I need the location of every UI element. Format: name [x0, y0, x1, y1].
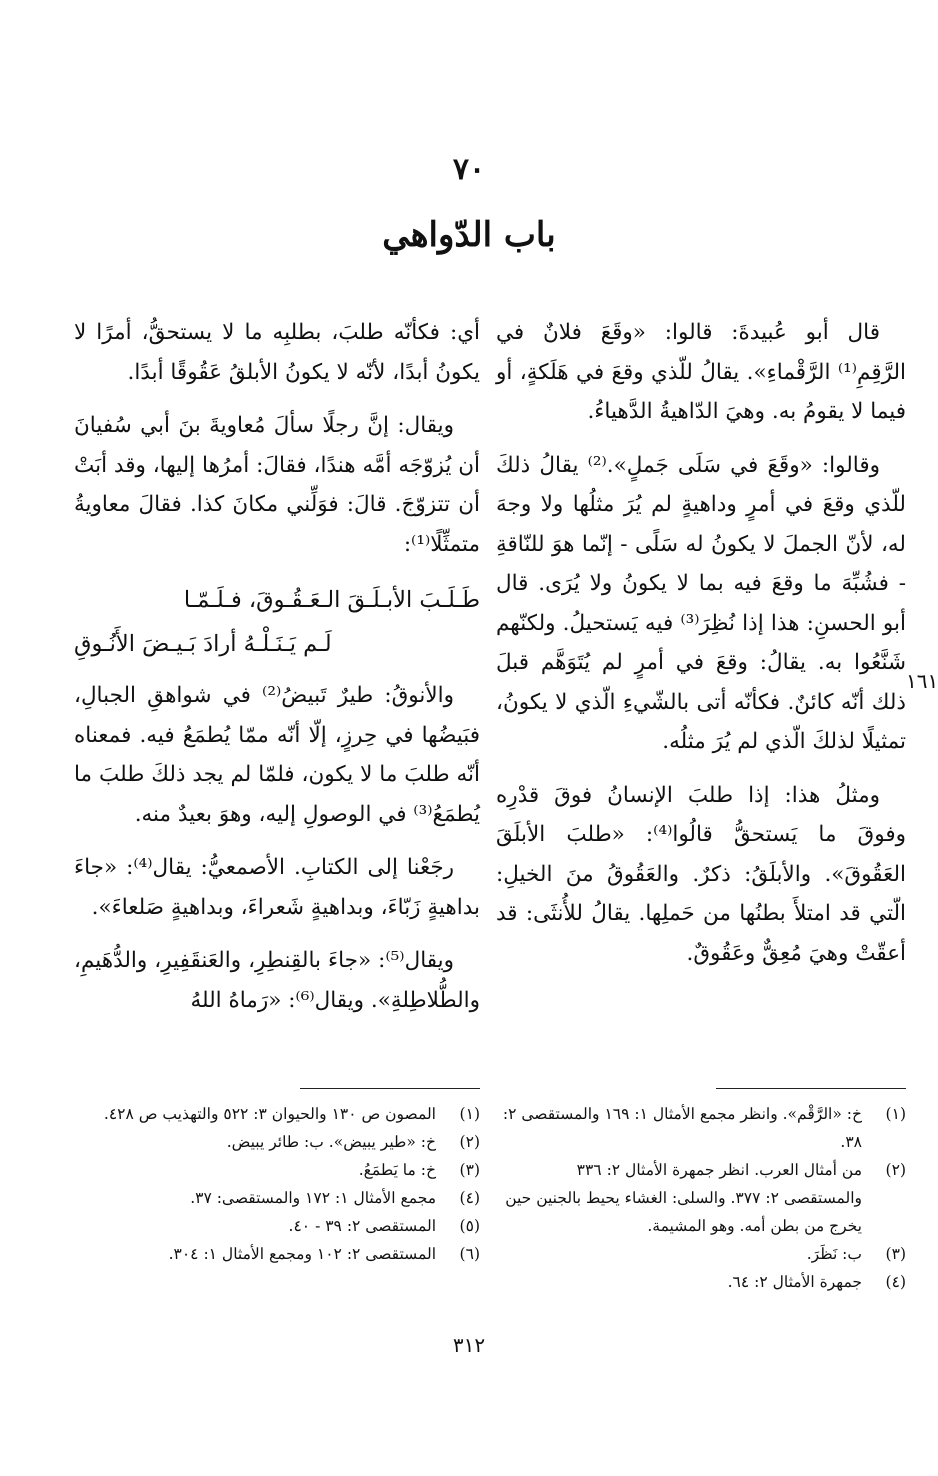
- poem-verse: [74, 578, 480, 666]
- footnote-divider: [716, 1088, 906, 1089]
- paragraph: أي: فكأنّه طلبَ، بطلبِه ما لا يستحقُّ، أمرًا لا يكونُ أبدًا، لأنّه لا يكونُ الأبلقُ عَقُوقًا أبدًا.: [74, 320, 480, 385]
- footnote-number: (٥): [459, 1217, 480, 1235]
- paragraph: رجَعْنا إلى الكتابِ. الأصمعيُّ: يقال⁽⁴⁾: «جاءَ بداهيةٍ زَبّاءَ، وبداهيةٍ شَعراءَ، وبداهيةٍ صَلعاءَ».: [74, 855, 480, 920]
- footnote-number: (٢): [459, 1133, 480, 1151]
- footnote: [496, 1240, 906, 1268]
- paragraph: وقالوا: «وقَعَ في سَلَى جَملٍ».⁽²⁾ يقالُ ذلكَ للّذي وقعَ في أمرٍ وداهيةٍ لم يُرَ مثلُها ولا وجهَ له، لأنّ الجملَ لا يكونُ له سَلًى - إنّما هوَ للنّاقةِ - فشُبِّهَ ما وقعَ فيه بما لا يكونُ ولا يُرَى. قال أبو الحسنِ: هذا إذا نُظِرَ⁽³⁾ فيه يَستحيلُ. ولكنّهم شَنَّعُوا به. يقالُ: وقعَ في أمرٍ لم يُتَوَهَّم قبلَ ذلك أنّه كائنٌ. فكأنّه أتى بالشّيءِ الّذي لا يكونُ، تمثيلًا لذلكَ الّذي لم يُرَ مثلُه.: [496, 452, 906, 754]
- paragraph: ويقال: إنَّ رجلًا سألَ مُعاويةَ بنَ أبي سُفيانَ أن يُزوّجَه أمَّه هندًا، فقالَ: أمرُها إليها، وقد أبَتْ أن تتزوّجَ. قالَ: فوَلِّني مكانَ كذا. فقالَ معاويةُ متمثِّلًا⁽¹⁾:: [74, 413, 480, 557]
- margin-page-reference: ١٦١: [906, 669, 938, 693]
- footnote-text: مجمع الأمثال ١: ١٧٢ والمستقصى: ٣٧.: [190, 1189, 436, 1207]
- footnote-number: (٣): [885, 1245, 906, 1263]
- footnote-text: خ: «الرَّقْم». وانظر مجمع الأمثال ١: ١٦٩ والمستقصى ٢: ٣٨.: [502, 1105, 862, 1151]
- footnote: [74, 1212, 480, 1240]
- footnote-divider: [300, 1088, 480, 1089]
- page-number: ٣١٢: [452, 1333, 486, 1357]
- chapter-number: ٧٠: [452, 152, 486, 187]
- paragraph: ويقال⁽⁵⁾: «جاءَ بالقِنطِرِ، والعَنقَفِيرِ، والدُّهَيمِ، والطُّلاطِلةِ». ويقال⁽⁶⁾: «رَماهُ اللهُ: [74, 948, 480, 1013]
- footnote-number: (٢): [885, 1161, 906, 1179]
- right-column: [496, 313, 906, 987]
- paragraph: قال أبو عُبيدةَ: قالوا: «وقَعَ فلانٌ في الرَّقِمِ⁽¹⁾ الرَّقْماءِ». يقالُ للّذي وقعَ في هَلَكةٍ، أو فيما لا يقومُ به. وهيَ الدّاهيةُ الدَّهياءُ.: [496, 320, 906, 424]
- footnote: [74, 1240, 480, 1268]
- footnote-text: ب: نَظَرَ.: [806, 1245, 862, 1263]
- footnote-text: المستقصى ٢: ١٠٢ ومجمع الأمثال ١: ٣٠٤.: [168, 1245, 436, 1263]
- footnote-number: (٦): [459, 1245, 480, 1263]
- paragraph: ومثلُ هذا: إذا طلبَ الإنسانُ فوقَ قدْرِه وفوقَ ما يَستحقُّ قالُوا⁽⁴⁾: «طلبَ الأبلَقَ العَقُوقَ». والأبلَقُ: ذكرٌ. والعَقُوقُ منَ الخيلِ: الّتي قد امتلأَ بطنُها من حَملِها. يقالُ للأُنثَى: قد أعقّتْ وهيَ مُعِقٌّ وعَقُوقٌ.: [496, 782, 906, 966]
- footnote: [74, 1184, 480, 1212]
- footnote-number: (٤): [885, 1273, 906, 1291]
- footnote: [74, 1100, 480, 1128]
- footnote-text: المستقصى ٢: ٣٩ - ٤٠.: [288, 1217, 436, 1235]
- footnote-number: (١): [459, 1105, 480, 1123]
- left-column: [74, 313, 480, 1034]
- footnote-number: (٣): [459, 1161, 480, 1179]
- footnote-text: من أمثال العرب. انظر جمهرة الأمثال ٢: ٣٣٦ والمستقصى ٢: ٣٧٧. والسلى: الغشاء يحيط بالجنين حين يخرج من بطن أمه. وهو المشيمة.: [505, 1161, 862, 1235]
- footnote: [496, 1100, 906, 1156]
- footnote-text: خ: ما يَطمَعُ.: [358, 1161, 436, 1179]
- verse-first-hemistich: طَـلَـبَ الأبـلَـقَ الـعَـقُـوقَ، فـلَـمّـا: [183, 587, 480, 613]
- footnote-text: جمهرة الأمثال ٢: ٦٤.: [727, 1273, 862, 1291]
- verse-second-hemistich: لَـم يَـنَـلْـهُ أرادَ بَـيـضَ الأَنُـوقِ: [74, 631, 332, 657]
- footnote: [496, 1268, 906, 1296]
- footnote-text: المصون ص ١٣٠ والحيوان ٣: ٥٢٢ والتهذيب ص ٤٢٨.: [103, 1105, 436, 1123]
- footnote-text: خ: «طير يبيض». ب: طائر يبيض.: [226, 1133, 436, 1151]
- left-footnotes: [74, 1100, 480, 1268]
- paragraph: والأنوقُ: طيرٌ تَبيضُ⁽²⁾ في شواهقِ الجبالِ، فبَيضُها في حِرزٍ، إلّا أنّه ممّا يُطمَعُ فيه. فمعناه أنّه طلبَ ما لا يكون، فلمّا لم يجد ذلكَ طلبَ ما يُطمَعُ⁽³⁾ في الوصولِ إليه، وهوَ بعيدٌ منه.: [74, 683, 480, 827]
- footnote: [74, 1128, 480, 1156]
- footnote: [74, 1156, 480, 1184]
- footnote: [496, 1156, 906, 1240]
- right-footnotes: [496, 1100, 906, 1296]
- footnote-number: (٤): [459, 1189, 480, 1207]
- chapter-title: باب الدّواهي: [382, 215, 556, 255]
- footnote-number: (١): [885, 1105, 906, 1123]
